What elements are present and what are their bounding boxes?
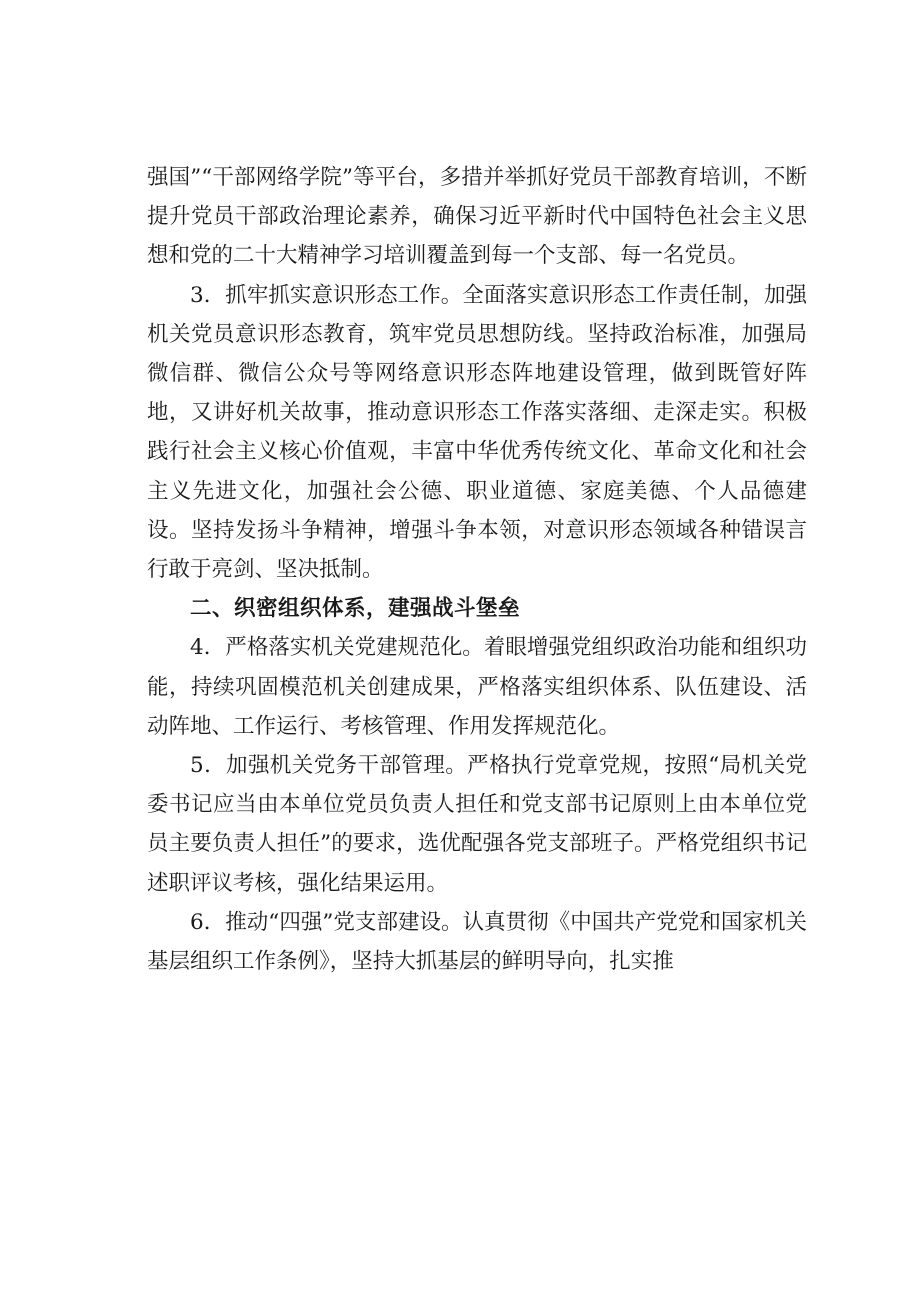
section-heading-2: 二、织密组织体系，建强战斗堡垒 (190, 596, 521, 622)
paragraph-item-4: 4．严格落实机关党建规范化。着眼增强党组织政治功能和组织功能，持续巩固模范机关创建成果，严格落实组织体系、队伍建设、活动阵地、工作运行、考核管理、作用发挥规范化。 (147, 635, 807, 739)
paragraph-continuation: 强国”“干部网络学院”等平台，多措并举抓好党员干部教育培训，不断提升党员干部政治理论素养，确保习近平新时代中国特色社会主义思想和党的二十大精神学习培训覆盖到每一个支部、每一名党员。 (147, 165, 807, 269)
paragraph-item-6: 6．推动“四强”党支部建设。认真贯彻《中国共产党党和国家机关基层组织工作条例》，坚持大抓基层的鲜明导向，扎实推 (147, 909, 807, 975)
document-body (147, 158, 807, 981)
paragraph-item-5: 5．加强机关党务干部管理。严格执行党章党规，按照“局机关党委书记应当由本单位党员负责人担任和党支部书记原则上由本单位党员主要负责人担任”的要求，选优配强各党支部班子。严格党组织书记述职评议考核，强化结果运用。 (147, 753, 807, 896)
paragraph-item-3: 3．抓牢抓实意识形态工作。全面落实意识形态工作责任制，加强机关党员意识形态教育，筑牢党员思想防线。坚持政治标准，加强局微信群、微信公众号等网络意识形态阵地建设管理，做到既管好阵地，又讲好机关故事，推动意识形态工作落实落细、走深走实。积极践行社会主义核心价值观，丰富中华优秀传统文化、革命文化和社会主义先进文化，加强社会公德、职业道德、家庭美德、个人品德建设。坚持发扬斗争精神，增强斗争本领，对意识形态领域各种错误言行敢于亮剑、坚决抵制。 (147, 282, 807, 583)
